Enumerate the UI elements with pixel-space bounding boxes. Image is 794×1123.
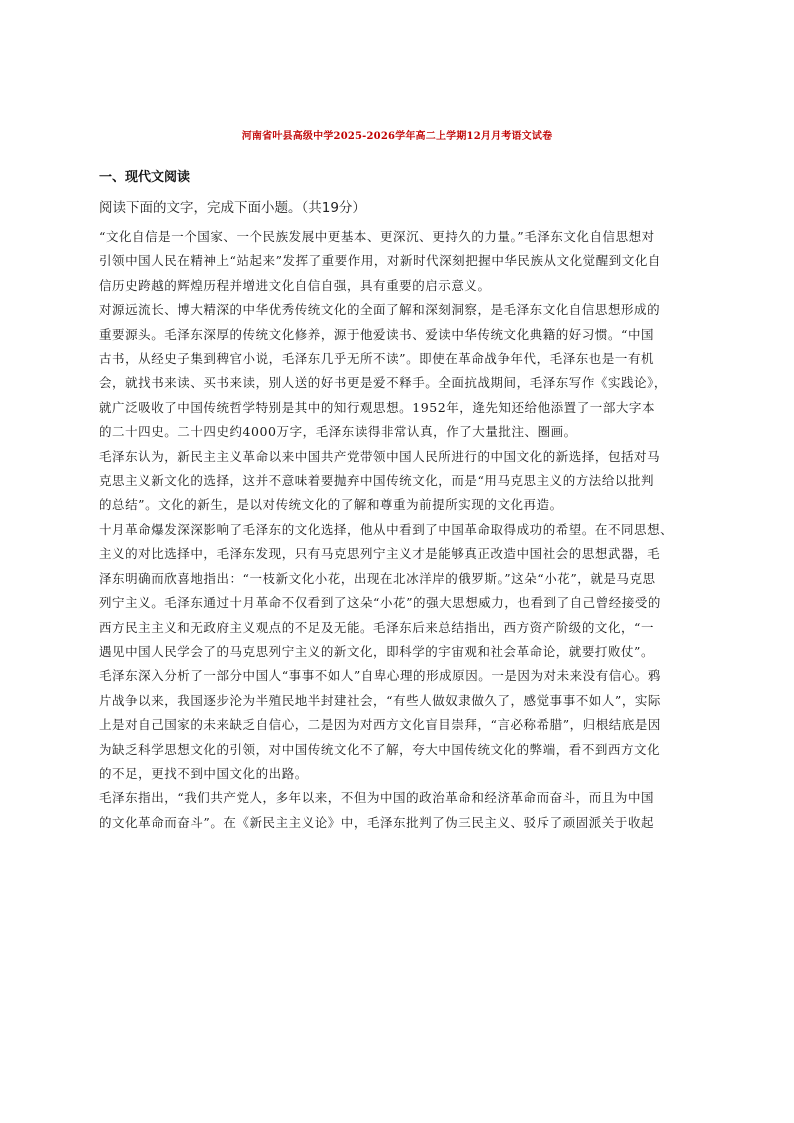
passage-line: 信历史跨越的辉煌历程并增进文化自信自强，具有重要的启示意义。 [99,277,491,293]
passage-line: 十月革命爆发深深影响了毛泽东的文化选择，他从中看到了中国革命取得成功的希望。在不同思想、 [99,521,674,537]
passage-line: 的文化革命而奋斗”。在《新民主主义论》中，毛泽东批判了伪三民主义、驳斥了顽固派关于收起 [99,814,655,830]
passage-line: 为缺乏科学思想文化的引领，对中国传统文化不了解，夸大中国传统文化的弊端，看不到西方文化 [99,741,661,757]
passage-paragraph [99,518,695,664]
passage-line: 毛泽东认为，新民主主义革命以来中国共产党带领中国人民所进行的中国文化的新选择，包括对马 [99,448,661,464]
passage-line: 就广泛吸收了中国传统哲学特别是其中的知行观思想。1952年，逄先知还给他添置了一部大字本 [99,399,656,415]
passage-line: 毛泽东深入分析了一部分中国人“事事不如人”自卑心理的形成原因。一是因为对未来没有信心。鸦 [99,668,661,684]
passage-line: 泽东明确而欣喜地指出：“一枝新文化小花，出现在北冰洋岸的俄罗斯。”这朵“小花”，就是马克思 [99,570,656,586]
passage-line: 西方民主主义和无政府主义观点的不足及无能。毛泽东后来总结指出，西方资产阶级的文化，“一 [99,619,655,635]
passage-line: 片战争以来，我国逐步沦为半殖民地半封建社会，“有些人做奴隶做久了，感觉事事不如人”，实际 [99,692,661,708]
passage-line: 毛泽东指出，“我们共产党人，多年以来，不但为中国的政治革命和经济革命而奋斗，而且为中国 [99,790,655,806]
exam-title: 河南省叶县高级中学2025-2026学年高二上学期12月月考语文试卷 [241,131,553,142]
passage-paragraph [99,298,695,444]
section-heading: 一、现代文阅读 [99,170,191,185]
passage-line: “文化自信是一个国家、一个民族发展中更基本、更深沉、更持久的力量。”毛泽东文化自信思想对 [99,229,655,244]
passage-line: 引领中国人民在精神上“站起来”发挥了重要作用，对新时代深刻把握中华民族从文化觉醒到文化自 [99,253,661,269]
passage-line: 会，就找书来读、买书来读，别人送的好书更是爱不释手。全面抗战期间，毛泽东写作《实践论》， [99,375,667,391]
passage-line: 上是对自己国家的未来缺乏自信心，二是因为对西方文化盲目崇拜，“言必称希腊”，归根结底是因 [99,717,661,733]
passage-line: 的总结”。文化的新生，是以对传统文化的了解和尊重为前提所实现的文化再造。 [99,497,563,513]
passage-paragraph [99,225,695,298]
reading-instruction: 阅读下面的文字，完成下面小题。（共19分） [99,200,366,216]
passage-line: 克思主义新文化的选择，这并不意味着要抛弃中国传统文化，而是“用马克思主义的方法给以批判 [99,473,655,489]
passage-line: 遇见中国人民学会了的马克思列宁主义的新文化，即科学的宇宙观和社会革命论，就要打败仗”。 [99,643,655,659]
passage-paragraph [99,445,695,518]
passage-line: 的二十四史。二十四史约4000万字，毛泽东读得非常认真，作了大量批注、圈画。 [99,424,577,440]
passage-line: 列宁主义。毛泽东通过十月革命不仅看到了这朵“小花”的强大思想威力，也看到了自己曾经接受的 [99,595,661,611]
passage-line: 主义的对比选择中，毛泽东发现，只有马克思列宁主义才是能够真正改造中国社会的思想武器，毛 [99,546,661,562]
passage-paragraph [99,786,695,835]
passage-line: 重要源头。毛泽东深厚的传统文化修养，源于他爱读书、爱读中华传统文化典籍的好习惯。“中国 [99,326,655,342]
reading-passage [99,225,695,835]
passage-line: 的不足，更找不到中国文化的出路。 [99,765,308,781]
passage-paragraph [99,664,695,786]
passage-line: 对源远流长、博大精深的中华优秀传统文化的全面了解和深刻洞察，是毛泽东文化自信思想形成的 [99,302,661,318]
passage-line: 古书，从经史子集到稗官小说，毛泽东几乎无所不读”。即使在革命战争年代，毛泽东也是一有机 [99,351,655,367]
